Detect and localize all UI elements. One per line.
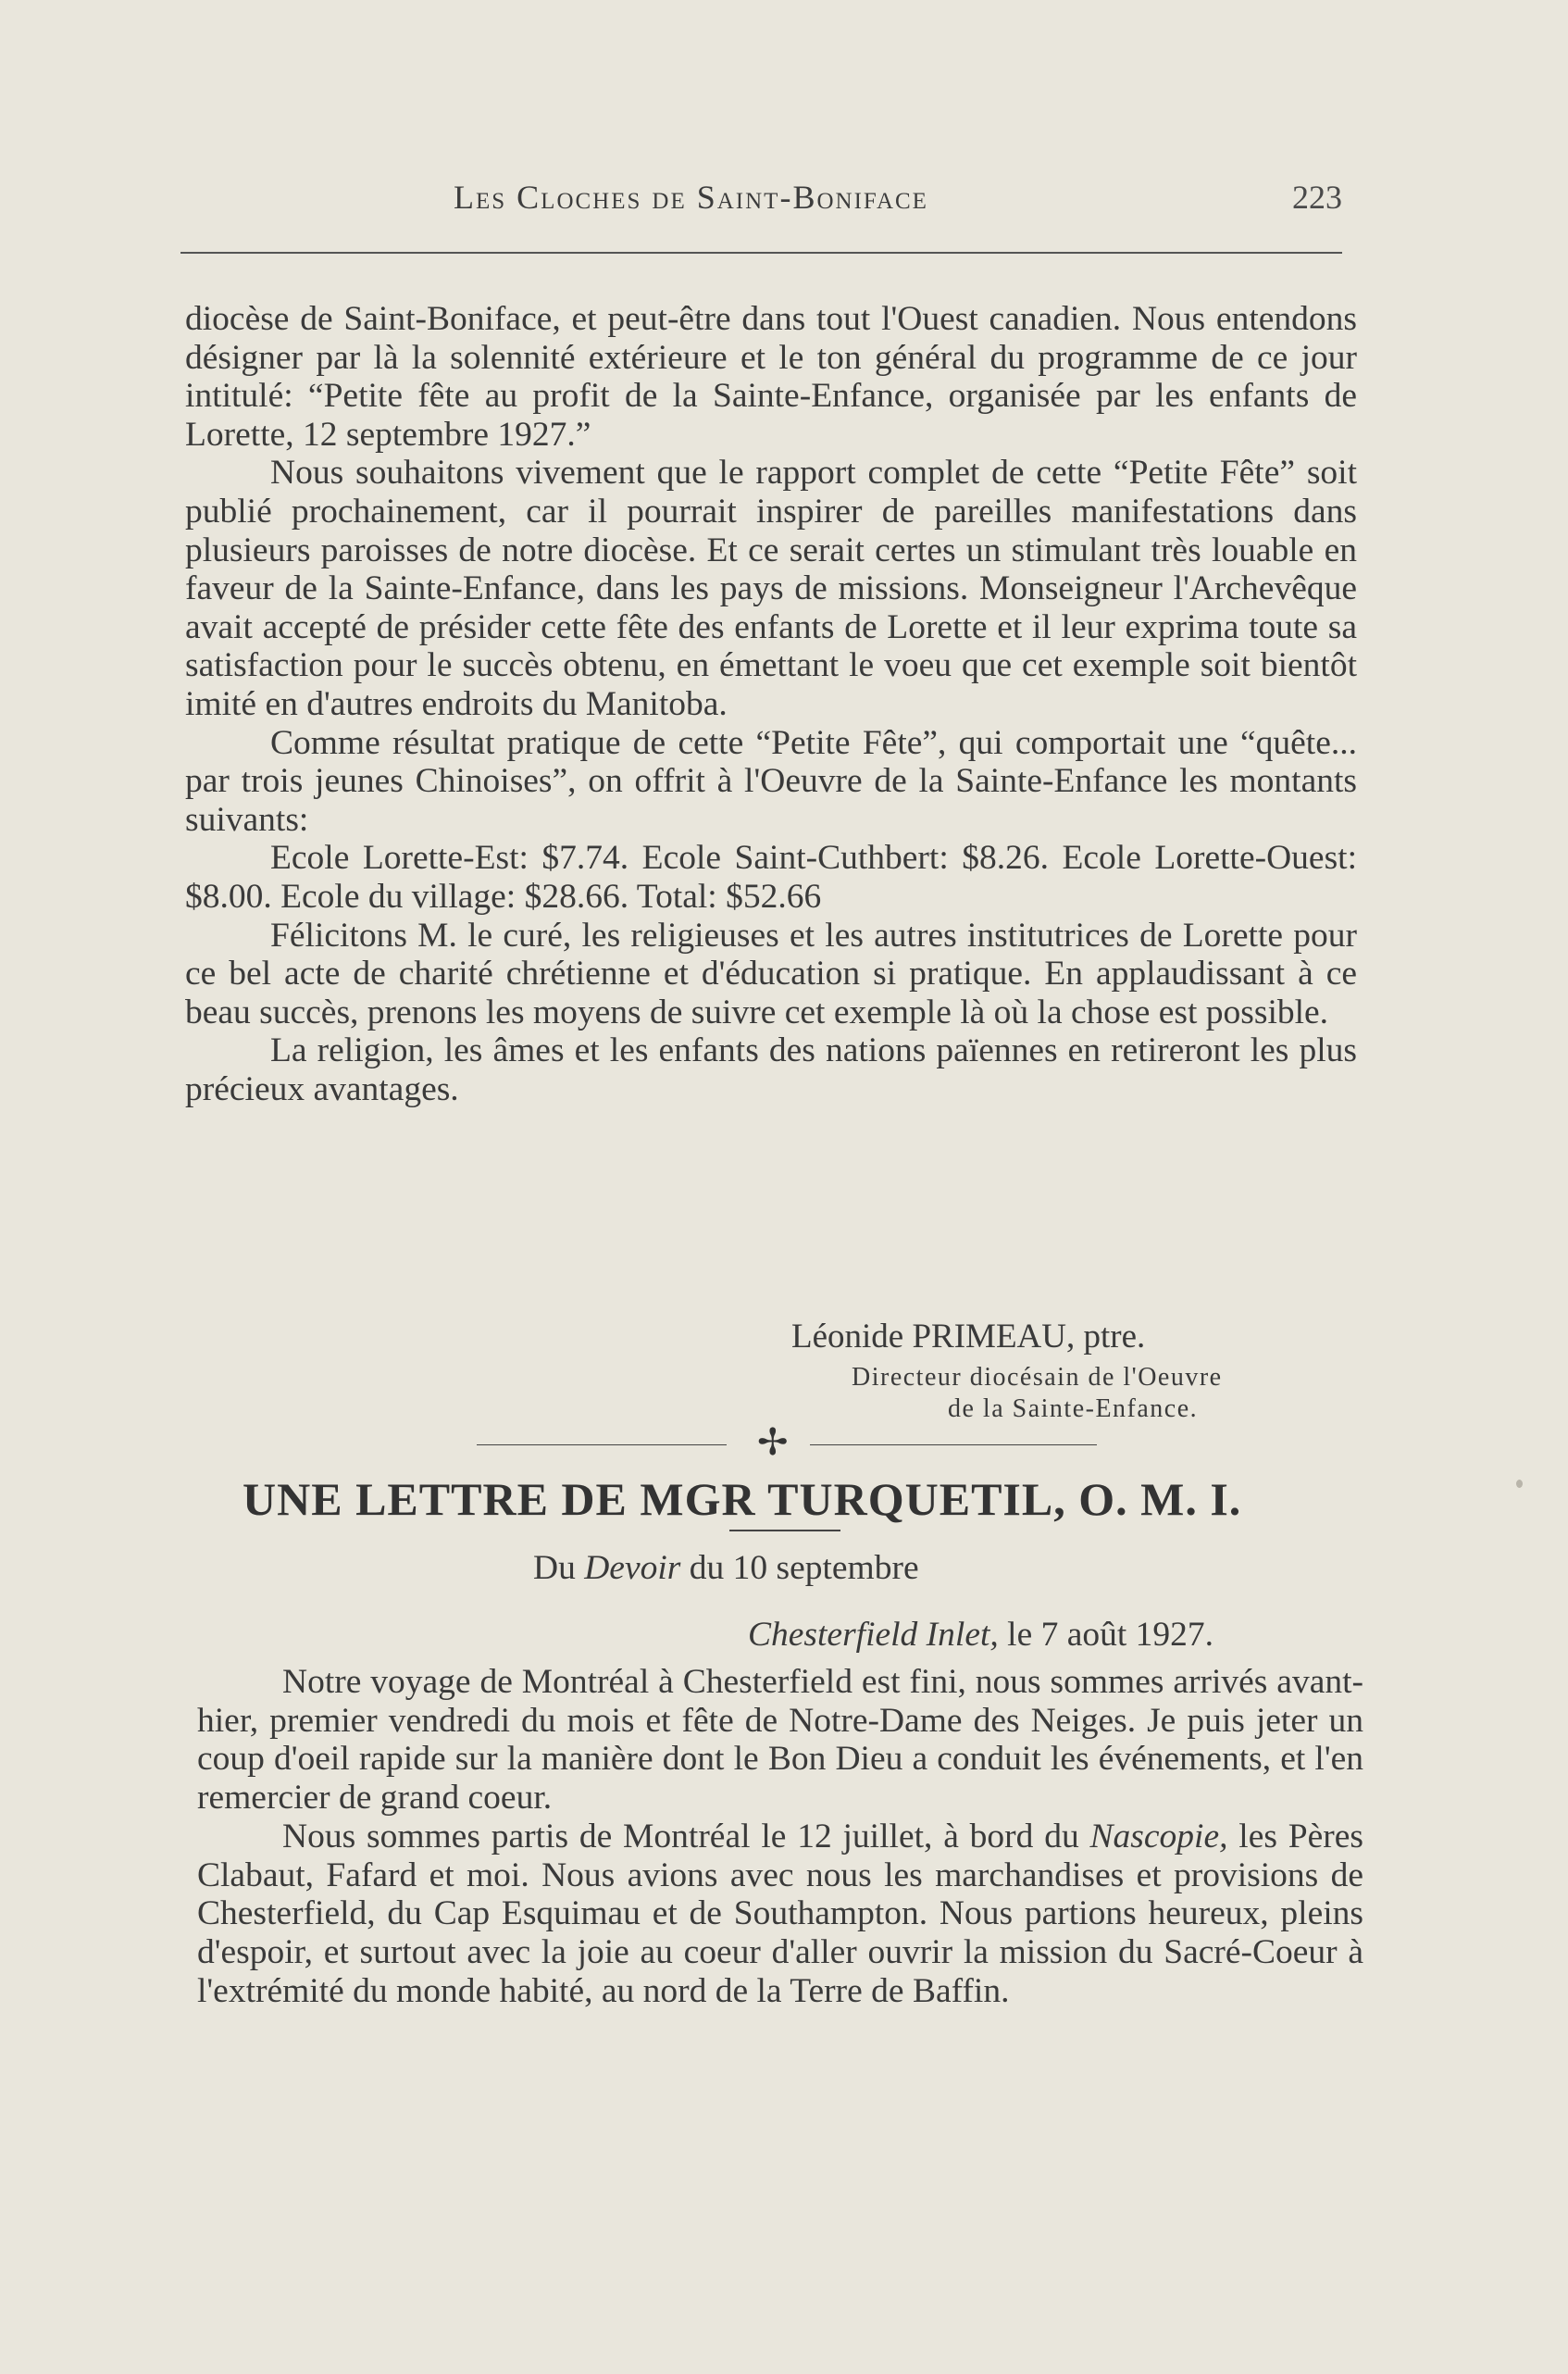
paragraph: Comme résultat pratique de cette “Petite Fête”, qui comportait une “quête... par trois jeunes Chinoises”, on offrit à l'Oeuvre de la Sainte-Enfance les montants suivants:: [185, 723, 1357, 839]
source-publication: Devoir: [584, 1549, 681, 1587]
letter-body: [197, 1663, 1363, 2010]
headline-rule: [729, 1530, 840, 1531]
dateline: [748, 1615, 1213, 1655]
section-separator: [477, 1421, 1097, 1463]
cross-ornament-icon: ✢: [757, 1421, 789, 1463]
paragraph-rest: les Pères Clabaut, Fafard et moi. Nous avions avec nous les marchandises et provisions de Chesterfield, du Cap Esquimau et de Southampton. Nous partions heureux, pleins d'espoir, et surtout avec la joie au coeur d'aller ouvrir la mission du Sacré-Coeur à l'extrémité du monde habité, au nord de la Terre de Baffin.: [197, 1817, 1363, 2010]
header-rule: [180, 252, 1342, 254]
paper-speck: [1516, 1480, 1523, 1488]
paragraph: Notre voyage de Montréal à Chesterfield est fini, nous sommes arrivés avant-hier, premier vendredi du mois et fête de Notre-Dame des Neiges. Je puis jeter un coup d'oeil rapide sur la manière dont le Bon Dieu a conduit les événements, et l'en remercier de grand coeur.: [197, 1663, 1363, 1818]
running-title: Les Cloches de Saint-Boniface: [454, 179, 928, 216]
running-header: [180, 178, 1342, 224]
paragraph: diocèse de Saint-Boniface, et peut-être dans tout l'Ouest canadien. Nous entendons désigner par là la solennité extérieure et le ton général du programme de ce jour intitulé: “Petite fête au profit de la Sainte-Enfance, organisée par les enfants de Lorette, 12 septembre 1927.”: [185, 300, 1357, 454]
paragraph: Ecole Lorette-Est: $7.74. Ecole Saint-Cuthbert: $8.26. Ecole Lorette-Ouest: $8.00. Ecole du village: $28.66. Total: $52.66: [185, 839, 1357, 916]
dateline-date: le 7 août 1927.: [998, 1616, 1214, 1654]
paragraph: Nous souhaitons vivement que le rapport complet de cette “Petite Fête” soit publié prochainement, car il pourrait inspirer de pareilles manifestations dans plusieurs paroisses de notre diocèse. Et ce serait certes un stimulant très louable en faveur de la Sainte-Enfance, dans les pays de missions. Monseigneur l'Archevêque avait accepté de présider cette fête des enfants de Lorette et il leur exprima toute sa satisfaction pour le succès obtenu, en émettant le voeu que cet exemple soit bientôt imité en d'autres endroits du Manitoba.: [185, 454, 1357, 723]
signature-name: Léonide PRIMEAU, ptre.: [791, 1318, 1146, 1356]
separator-line: [810, 1444, 1097, 1445]
page-number: 223: [1292, 179, 1342, 216]
ship-name: Nascopie,: [1089, 1817, 1228, 1855]
signature-role: de la Sainte-Enfance.: [948, 1394, 1199, 1423]
signature-role: Directeur diocésain de l'Oeuvre: [852, 1363, 1223, 1392]
separator-line: [477, 1444, 727, 1445]
paragraph: Félicitons M. le curé, les religieuses et les autres institutrices de Lorette pour ce bel acte de charité chrétienne et d'éducation si pratique. En applaudissant à ce beau succès, prenons les moyens de suivre cet exemple là où la chose est possible.: [185, 916, 1357, 1031]
paragraph: [197, 1818, 1363, 2011]
source-prefix: Du: [533, 1549, 585, 1587]
dateline-place: Chesterfield Inlet,: [748, 1616, 999, 1654]
source-line: [533, 1548, 919, 1588]
paragraph: La religion, les âmes et les enfants des nations païennes en retireront les plus précieux avantages.: [185, 1031, 1357, 1108]
article-lorette: [185, 300, 1357, 1108]
article-headline: UNE LETTRE DE MGR TURQUETIL, O. M. I.: [243, 1473, 1242, 1525]
source-suffix: du 10 septembre: [680, 1549, 919, 1587]
paragraph-start: Nous sommes partis de Montréal le 12 juillet, à bord du: [282, 1817, 1090, 1855]
